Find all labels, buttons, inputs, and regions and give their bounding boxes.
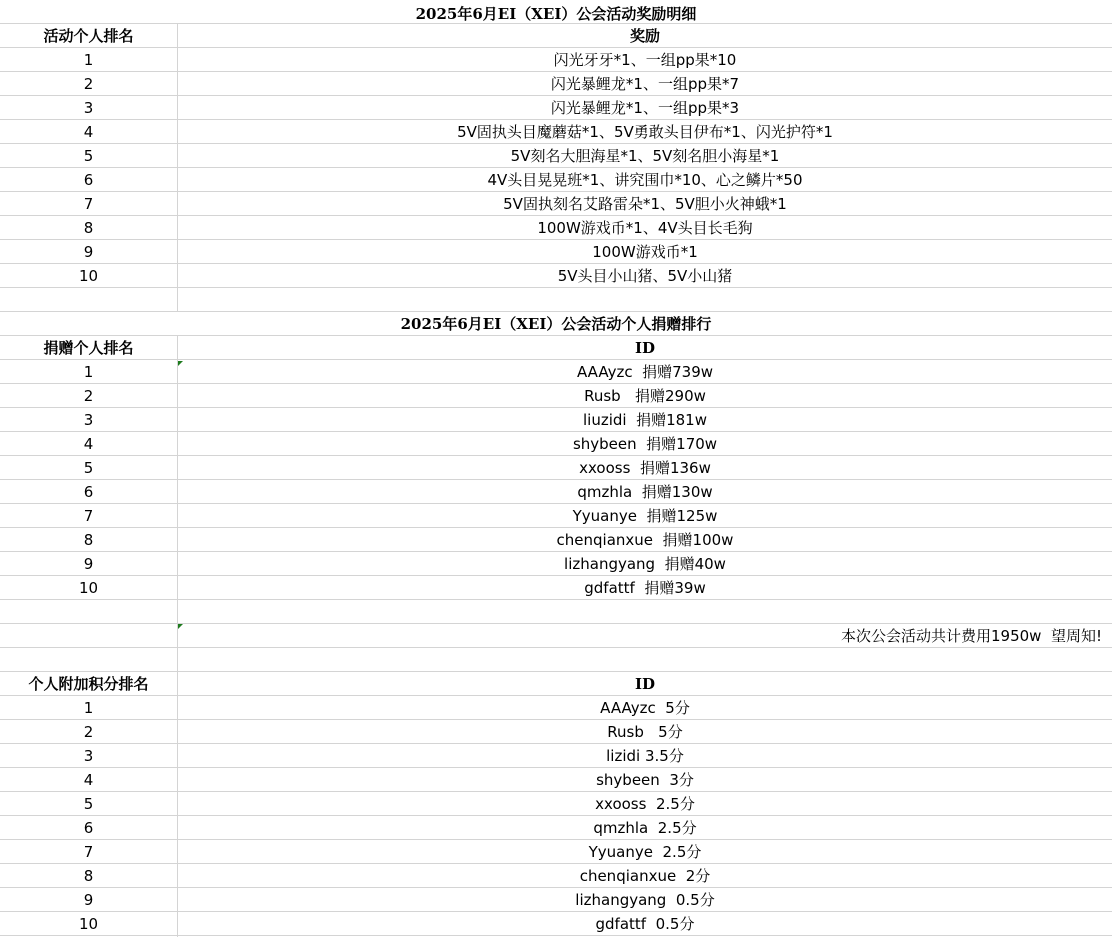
points-id-cell: Yyuanye 2.5分 [588, 843, 702, 861]
reward-reward-cell: 4V头目晃晃班*1、讲究围巾*10、心之鳞片*50 [487, 171, 803, 189]
donation-rank-cell: 7 [83, 507, 94, 525]
reward-reward-cell: 5V固执刻名艾路雷朵*1、5V胆小火神蛾*1 [503, 195, 787, 213]
points-row[interactable] [0, 864, 1112, 888]
donation-id-cell: Yyuanye 捐赠125w [572, 507, 718, 525]
donation-row[interactable] [0, 384, 1112, 408]
reward-rank-cell: 5 [83, 147, 94, 165]
points-row[interactable] [0, 912, 1112, 936]
donation-header-id: ID [634, 339, 656, 357]
reward-reward-cell: 闪光牙牙*1、一组pp果*10 [553, 51, 737, 69]
reward-reward-cell: 闪光暴鲤龙*1、一组pp果*3 [550, 99, 740, 117]
donation-rank-cell: 2 [83, 387, 94, 405]
reward-reward-cell: 闪光暴鲤龙*1、一组pp果*7 [550, 75, 740, 93]
points-rank-cell: 6 [83, 819, 94, 837]
empty-row[interactable] [0, 648, 1112, 672]
reward-title-row[interactable] [0, 4, 1112, 24]
donation-title-row[interactable] [0, 312, 1112, 336]
points-rank-cell: 5 [83, 795, 94, 813]
empty-row[interactable] [0, 600, 1112, 624]
points-row[interactable] [0, 720, 1112, 744]
reward-row[interactable] [0, 96, 1112, 120]
points-header-row[interactable] [0, 672, 1112, 696]
points-rank-cell: 10 [78, 915, 99, 933]
reward-rank-cell: 8 [83, 219, 94, 237]
donation-rank-cell: 6 [83, 483, 94, 501]
reward-row[interactable] [0, 48, 1112, 72]
donation-row[interactable] [0, 504, 1112, 528]
reward-rank-cell: 3 [83, 99, 94, 117]
reward-row[interactable] [0, 240, 1112, 264]
reward-rank-cell: 2 [83, 75, 94, 93]
points-rank-cell: 7 [83, 843, 94, 861]
points-id-cell: Rusb 5分 [607, 723, 683, 741]
donation-id-cell: lizhangyang 捐赠40w [564, 555, 726, 573]
reward-rank-cell: 9 [83, 243, 94, 261]
points-row[interactable] [0, 696, 1112, 720]
points-id-cell: lizhangyang 0.5分 [575, 891, 715, 909]
donation-rank-cell: 5 [83, 459, 94, 477]
points-id-cell: shybeen 3分 [596, 771, 694, 789]
points-row[interactable] [0, 888, 1112, 912]
column-separator [177, 24, 178, 312]
donation-rank-cell: 3 [83, 411, 94, 429]
donation-id-cell: AAAyzc 捐赠739w [576, 363, 714, 381]
reward-row[interactable] [0, 144, 1112, 168]
reward-row[interactable] [0, 168, 1112, 192]
reward-rank-cell: 1 [83, 51, 94, 69]
donation-row[interactable] [0, 552, 1112, 576]
total-note: 本次公会活动共计费用1950w 望周知! [841, 627, 1102, 645]
points-id-cell: xxooss 2.5分 [595, 795, 695, 813]
reward-title: 2025年6月EI（XEI）公会活动奖励明细 [415, 5, 697, 23]
points-header-id: ID [634, 675, 656, 693]
donation-row[interactable] [0, 408, 1112, 432]
donation-row[interactable] [0, 360, 1112, 384]
points-id-cell: chenqianxue 2分 [579, 867, 711, 885]
donation-row[interactable] [0, 456, 1112, 480]
column-separator [177, 336, 178, 937]
donation-rank-cell: 4 [83, 435, 94, 453]
donation-rank-cell: 10 [78, 579, 99, 597]
points-header-rank: 个人附加积分排名 [28, 675, 149, 693]
donation-header-row[interactable] [0, 336, 1112, 360]
donation-row[interactable] [0, 432, 1112, 456]
reward-reward-cell: 5V头目小山猪、5V小山猪 [557, 267, 733, 285]
donation-id-cell: shybeen 捐赠170w [572, 435, 718, 453]
comment-marker-icon [178, 361, 183, 366]
points-row[interactable] [0, 816, 1112, 840]
donation-rank-cell: 8 [83, 531, 94, 549]
donation-rank-cell: 9 [83, 555, 94, 573]
total-note-row[interactable] [0, 624, 1112, 648]
donation-id-cell: Rusb 捐赠290w [584, 387, 706, 405]
points-id-cell: lizidi 3.5分 [606, 747, 684, 765]
donation-id-cell: gdfattf 捐赠39w [584, 579, 706, 597]
points-rank-cell: 2 [83, 723, 94, 741]
points-rank-cell: 3 [83, 747, 94, 765]
points-id-cell: qmzhla 2.5分 [593, 819, 697, 837]
reward-rank-cell: 4 [83, 123, 94, 141]
donation-header-rank: 捐赠个人排名 [43, 339, 134, 357]
donation-title: 2025年6月EI（XEI）公会活动个人捐赠排行 [400, 315, 712, 333]
reward-reward-cell: 5V刻名大胆海星*1、5V刻名胆小海星*1 [510, 147, 780, 165]
reward-reward-cell: 100W游戏币*1 [592, 243, 698, 261]
points-row[interactable] [0, 768, 1112, 792]
points-row[interactable] [0, 792, 1112, 816]
reward-reward-cell: 100W游戏币*1、4V头目长毛狗 [537, 219, 753, 237]
donation-id-cell: liuzidi 捐赠181w [582, 411, 707, 429]
reward-row[interactable] [0, 192, 1112, 216]
points-rank-cell: 1 [83, 699, 94, 717]
points-rank-cell: 8 [83, 867, 94, 885]
reward-row[interactable] [0, 120, 1112, 144]
donation-row[interactable] [0, 528, 1112, 552]
donation-id-cell: chenqianxue 捐赠100w [556, 531, 734, 549]
reward-rank-cell: 6 [83, 171, 94, 189]
reward-row[interactable] [0, 264, 1112, 288]
donation-id-cell: qmzhla 捐赠130w [577, 483, 713, 501]
points-id-cell: AAAyzc 5分 [600, 699, 690, 717]
empty-row[interactable] [0, 288, 1112, 312]
reward-rank-cell: 7 [83, 195, 94, 213]
donation-id-cell: xxooss 捐赠136w [579, 459, 711, 477]
reward-rank-cell: 10 [78, 267, 99, 285]
donation-row[interactable] [0, 576, 1112, 600]
reward-row[interactable] [0, 216, 1112, 240]
reward-header-row[interactable] [0, 24, 1112, 48]
points-rank-cell: 9 [83, 891, 94, 909]
donation-rank-cell: 1 [83, 363, 94, 381]
reward-header-reward: 奖励 [629, 27, 660, 45]
points-row[interactable] [0, 744, 1112, 768]
points-rank-cell: 4 [83, 771, 94, 789]
reward-reward-cell: 5V固执头目魔蘑菇*1、5V勇敢头目伊布*1、闪光护符*1 [457, 123, 833, 141]
points-row[interactable] [0, 840, 1112, 864]
reward-header-rank: 活动个人排名 [43, 27, 134, 45]
reward-row[interactable] [0, 72, 1112, 96]
points-id-cell: gdfattf 0.5分 [595, 915, 695, 933]
donation-row[interactable] [0, 480, 1112, 504]
